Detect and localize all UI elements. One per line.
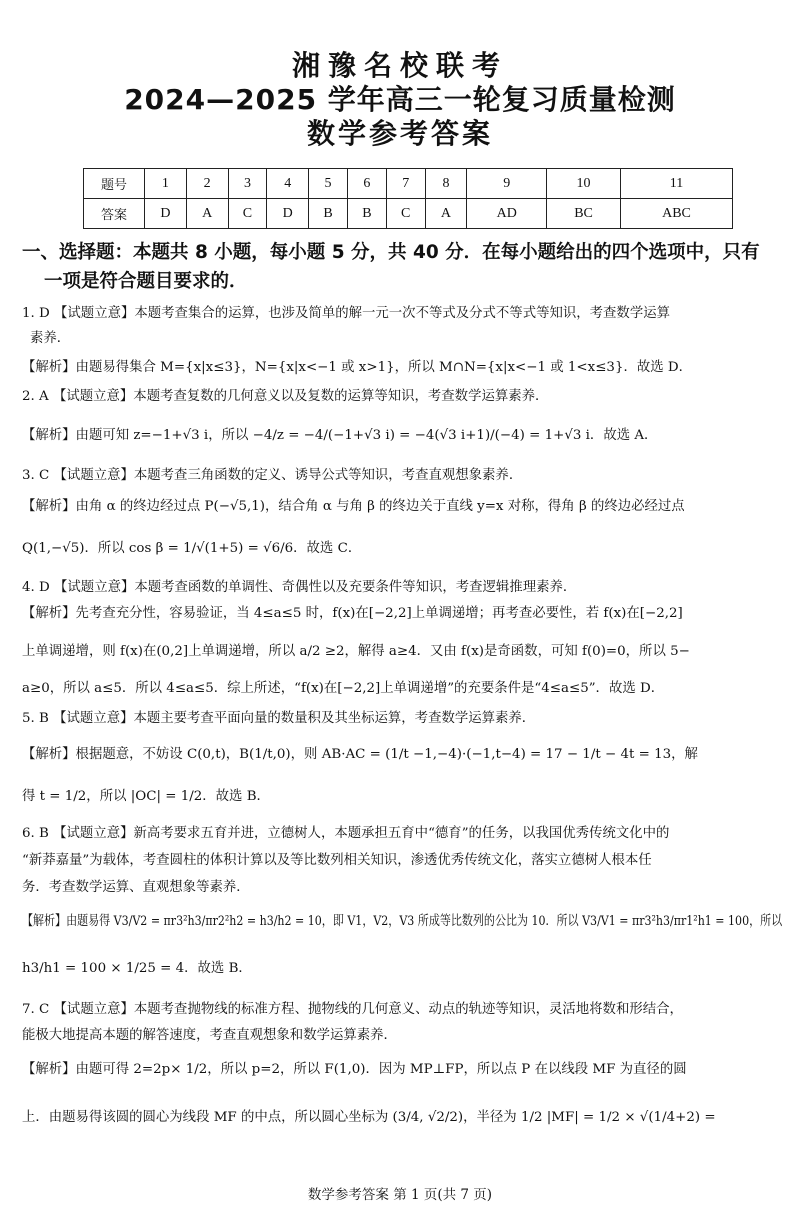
- table-row-question-numbers: [84, 169, 733, 199]
- q4-solution: 【解析】先考查充分性，容易验证，当 4≤a≤5 时，f(x)在[−2,2]上单调递增；再考查必要性，若 f(x)在[−2,2]: [22, 606, 683, 621]
- table-row-label: 答案: [84, 199, 145, 229]
- q4-solution-cont: 上单调递增，则 f(x)在(0,2]上单调递增，所以 a/2 ≥2，解得 a≥4．又由 f(x)是奇函数，可知 f(0)=0，所以 5−: [22, 644, 690, 659]
- q1-intent: 1. D 【试题立意】本题考查集合的运算，也涉及简单的解一元一次不等式及分式不等式等知识，考查数学运算: [22, 306, 670, 321]
- q7-solution-cont: 上．由题易得该圆的圆心为线段 MF 的中点，所以圆心坐标为 (3/4, √2/2)，半径为 1/2 |MF| = 1/2 × √(1/4+2) =: [22, 1110, 716, 1125]
- q5-intent: 5. B 【试题立意】本题主要考查平面向量的数量积及其坐标运算，考查数学运算素养．: [22, 711, 536, 726]
- q7-intent: 7. C 【试题立意】本题考查抛物线的标准方程、抛物线的几何意义、动点的轨迹等知识，灵活地将数和形结合，: [22, 1002, 683, 1017]
- q1-solution: 【解析】由题易得集合 M={x|x≤3}，N={x|x<−1 或 x>1}，所以 M∩N={x|x<−1 或 1<x≤3}．故选 D．: [22, 360, 693, 375]
- answer-key-title: 数学参考答案: [306, 117, 493, 150]
- q6-intent: 6. B 【试题立意】新高考要求五育并进，立德树人，本题承担五育中“德育”的任务，以我国优秀传统文化中的: [22, 826, 670, 841]
- page-footer: 数学参考答案 第 1 页(共 7 页): [307, 1187, 493, 1203]
- table-cell: B: [309, 199, 348, 229]
- table-cell: D: [145, 199, 187, 229]
- table-cell: A: [425, 199, 467, 229]
- exam-subtitle: 2024—2025 学年高三一轮复习质量检测: [124, 83, 676, 116]
- table-cell: 3: [228, 169, 267, 199]
- q2-solution: 【解析】由题可知 z=−1+√3 i，所以 −4/z = −4/(−1+√3 i) = −4(√3 i+1)/(−4) = 1+√3 i．故选 A．: [22, 428, 658, 443]
- q6-intent-cont: 务．考查数学运算、直观想象等素养．: [22, 880, 250, 895]
- answer-table: [83, 168, 733, 229]
- q7-solution: 【解析】由题可得 2=2p× 1/2，所以 p=2，所以 F(1,0)．因为 MP⊥FP，所以点 P 在以线段 MF 为直径的圆: [22, 1062, 687, 1077]
- table-cell: A: [186, 199, 228, 229]
- table-cell: D: [267, 199, 309, 229]
- table-cell: 5: [309, 169, 348, 199]
- q6-solution: 【解析】由题易得 V3/V2 = πr3²h3/πr2²h2 = h3/h2 = 10，即 V1，V2，V3 所成等比数列的公比为 10．所以 V3/V1 = πr3²h3/πr1²h1 = 100，所以: [22, 914, 783, 929]
- table-row-answers: [84, 199, 733, 229]
- table-cell: AD: [467, 199, 547, 229]
- table-cell: BC: [547, 199, 621, 229]
- q6-solution-cont: h3/h1 = 100 × 1/25 = 4．故选 B．: [22, 961, 252, 976]
- table-cell: 10: [547, 169, 621, 199]
- table-cell: 11: [621, 169, 733, 199]
- section-heading-line: 一、选择题：本题共 8 小题，每小题 5 分，共 40 分．在每小题给出的四个选项中，只有: [22, 242, 760, 263]
- table-cell: 8: [425, 169, 467, 199]
- table-cell: C: [228, 199, 267, 229]
- q6-intent-cont: “新莽嘉量”为载体，考查圆柱的体积计算以及等比数列相关知识，渗透优秀传统文化，落实立德树人根本任: [22, 853, 652, 868]
- table-row-label: 题号: [84, 169, 145, 199]
- table-cell: 6: [347, 169, 386, 199]
- q7-intent-cont: 能极大地提高本题的解答速度，考查直观想象和数学运算素养．: [22, 1028, 397, 1043]
- q3-solution: 【解析】由角 α 的终边经过点 P(−√5,1)，结合角 α 与角 β 的终边关于直线 y=x 对称，得角 β 的终边必经过点: [22, 499, 685, 514]
- table-cell: ABC: [621, 199, 733, 229]
- q3-solution-cont: Q(1,−√5)．所以 cos β = 1/√(1+5) = √6/6．故选 C．: [22, 541, 362, 556]
- section-heading: [22, 238, 782, 296]
- table-cell: 9: [467, 169, 547, 199]
- q3-intent: 3. C 【试题立意】本题考查三角函数的定义、诱导公式等知识，考查直观想象素养．: [22, 468, 523, 483]
- q5-solution: 【解析】根据题意，不妨设 C(0,t)，B(1/t,0)，则 AB·AC = (1/t −1,−4)·(−1,t−4) = 17 − 1/t − 4t = 13，解: [22, 747, 698, 762]
- q2-intent: 2. A 【试题立意】本题考查复数的几何意义以及复数的运算等知识，考查数学运算素养．: [22, 389, 549, 404]
- table-cell: 2: [186, 169, 228, 199]
- table-cell: 7: [386, 169, 425, 199]
- exam-title: 湘豫名校联考: [291, 49, 508, 82]
- q4-intent: 4. D 【试题立意】本题考查函数的单调性、奇偶性以及充要条件等知识，考查逻辑推理素养．: [22, 580, 577, 595]
- q5-solution-cont: 得 t = 1/2，所以 |OC| = 1/2．故选 B．: [22, 789, 270, 804]
- table-cell: B: [347, 199, 386, 229]
- table-cell: 1: [145, 169, 187, 199]
- q4-solution-cont: a≥0，所以 a≤5．所以 4≤a≤5．综上所述，“f(x)在[−2,2]上单调递增”的充要条件是“4≤a≤5”．故选 D．: [22, 681, 665, 696]
- q1-intent-cont: 素养．: [30, 331, 71, 346]
- section-heading-line: 一项是符合题目要求的．: [44, 271, 248, 292]
- table-cell: C: [386, 199, 425, 229]
- table-cell: 4: [267, 169, 309, 199]
